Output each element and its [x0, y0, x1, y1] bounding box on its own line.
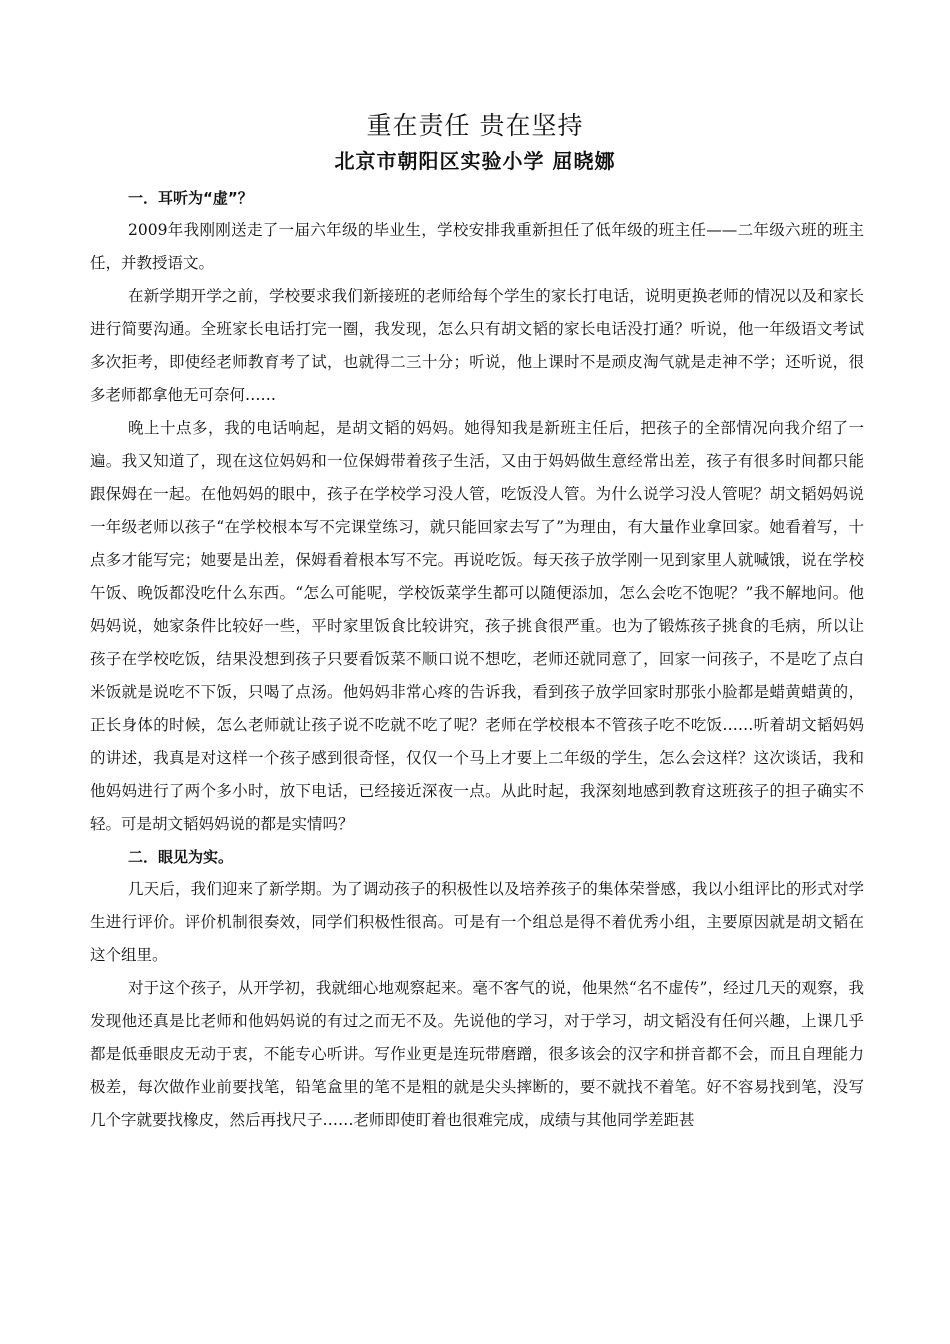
paragraph: 2009年我刚刚送走了一届六年级的毕业生，学校安排我重新担任了低年级的班主任——二年级六班的班主任，并教授语文。	[90, 221, 864, 272]
document-title: 重在责任 贵在坚持	[366, 111, 584, 140]
document-body	[90, 182, 864, 1137]
paragraph: 对于这个孩子，从开学初，我就细心地观察起来。毫不客气的说，他果然“名不虚传”，经过几天的观察，我发现他还真是比老师和他妈妈说的有过之而无不及。先说他的学习，对于学习，胡文韬没有任何兴趣，上课几乎都是低垂眼皮无动于衷，不能专心听讲。写作业更是连玩带磨蹭，很多该会的汉字和拼音都不会，而且自理能力极差，每次做作业前要找笔，铅笔盒里的笔不是粗的就是尖头摔断的，要不就找不着笔。好不容易找到笔，没写几个字就要找橡皮，然后再找尺子……老师即使盯着也很难完成，成绩与其他同学差距甚	[90, 979, 864, 1129]
section-heading-1: 一．耳听为“虚”？	[128, 189, 253, 207]
paragraph: 在新学期开学之前，学校要求我们新接班的老师给每个学生的家长打电话，说明更换老师的情况以及和家长进行简要沟通。全班家长电话打完一圈，我发现，怎么只有胡文韬的家长电话没打通？听说，他一年级语文考试多次拒考，即使经老师教育考了试，也就得二三十分；听说，他上课时不是顽皮淘气就是走神不学；还听说，很多老师都拿他无可奈何……	[90, 287, 864, 404]
document-subtitle: 北京市朝阳区实验小学 屈晓娜	[334, 149, 616, 173]
section-heading-2: 二．眼见为实。	[128, 848, 234, 866]
paragraph: 几天后，我们迎来了新学期。为了调动孩子的积极性以及培养孩子的集体荣誉感，我以小组评比的形式对学生进行评价。评价机制很奏效，同学们积极性很高。可是有一个组总是得不着优秀小组，主要原因就是胡文韬在这个组里。	[90, 880, 864, 964]
paragraph: 晚上十点多，我的电话响起，是胡文韬的妈妈。她得知我是新班主任后，把孩子的全部情况向我介绍了一遍。我又知道了，现在这位妈妈和一位保姆带着孩子生活，又由于妈妈做生意经常出差，孩子有很多时间都只能跟保姆在一起。在他妈妈的眼中，孩子在学校学习没人管，吃饭没人管。为什么说学习没人管呢？胡文韬妈妈说一年级老师以孩子“在学校根本写不完课堂练习，就只能回家去写了”为理由，有大量作业拿回家。她看着写，十点多才能写完；她要是出差，保姆看着根本写不完。再说吃饭。每天孩子放学刚一见到家里人就喊饿，说在学校午饭、晚饭都没吃什么东西。“怎么可能呢，学校饭菜学生都可以随便添加，怎么会吃不饱呢？”我不解地问。他妈妈说，她家条件比较好一些，平时家里饭食比较讲究，孩子挑食很严重。也为了锻炼孩子挑食的毛病，所以让孩子在学校吃饭，结果没想到孩子只要看饭菜不顺口说不想吃，老师还就同意了，回家一问孩子，不是吃了点白米饭就是说吃不下饭，只喝了点汤。他妈妈非常心疼的告诉我，看到孩子放学回家时那张小脸都是蜡黄蜡黄的，正长身体的时候，怎么老师就让孩子说不吃就不吃了呢？老师在学校根本不管孩子吃不吃饭……听着胡文韬妈妈的讲述，我真是对这样一个孩子感到很奇怪，仅仅一个马上才要上二年级的学生，怎么会这样？这次谈话，我和他妈妈进行了两个多小时，放下电话，已经接近深夜一点。从此时起，我深刻地感到教育这班孩子的担子确实不轻。可是胡文韬妈妈说的都是实情吗？	[90, 419, 864, 833]
